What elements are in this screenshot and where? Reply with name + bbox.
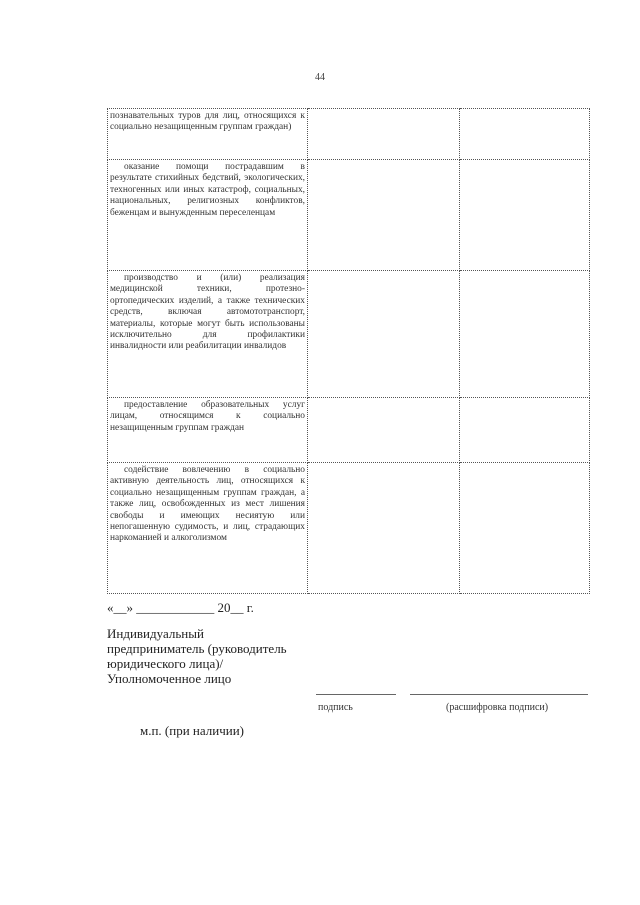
table-cell-empty [460,160,590,271]
table-row [108,463,590,594]
decoding-line [410,694,588,695]
signer-title: Индивидуальный предприниматель (руководитель юридического лица)/Уполномоченное лицо [107,626,287,686]
table-row [108,160,590,271]
stamp-note: м.п. (при наличии) [140,723,244,738]
activity-description: оказание помощи пострадавшим в результате стихийных бедствий, экологических, техногенных или иных катастроф, социальных, национальных, религиозных конфликтов, беженцам и вынужденным переселенцам [110,162,305,218]
table-row [108,271,590,398]
table-cell-empty [308,160,460,271]
table-cell-empty [460,109,590,160]
activity-description: познавательных туров для лиц, относящихся к социально незащищенным группам граждан) [110,111,305,133]
signature-caption: подпись [318,702,353,713]
activity-description: содействие вовлечению в социально активную деятельность лиц, относящихся к социально незащищенным группам граждан, а также лиц, освобожденных из мест лишения свободы и имеющих несиятую или непогашенную судимость, и лиц, страдающих наркоманией и алкоголизмом [110,465,305,544]
page-number: 44 [315,72,325,83]
table-row [108,398,590,463]
table-cell-empty [308,463,460,594]
activity-table [107,108,590,594]
table-cell-empty [308,398,460,463]
activity-description: предоставление образовательных услуг лицам, относящимся к социально незащищенным группам граждан [110,400,305,433]
table-cell-empty [460,398,590,463]
signature-line [316,694,396,695]
table-cell-empty [308,109,460,160]
table-cell-empty [308,271,460,398]
table-row [108,109,590,160]
decoding-caption: (расшифровка подписи) [446,702,549,713]
table-cell-empty [460,463,590,594]
table-cell-empty [460,271,590,398]
activity-description: производство и (или) реализация медицинской техники, протезно-ортопедических изделий, а также технических средств, включая автомототранспорт, материалы, которые могут быть использованы исключительно для профилактики инвалидности или реабилитации инвалидов [110,273,305,352]
date-line: «__» ____________ 20__ г. [107,600,254,615]
